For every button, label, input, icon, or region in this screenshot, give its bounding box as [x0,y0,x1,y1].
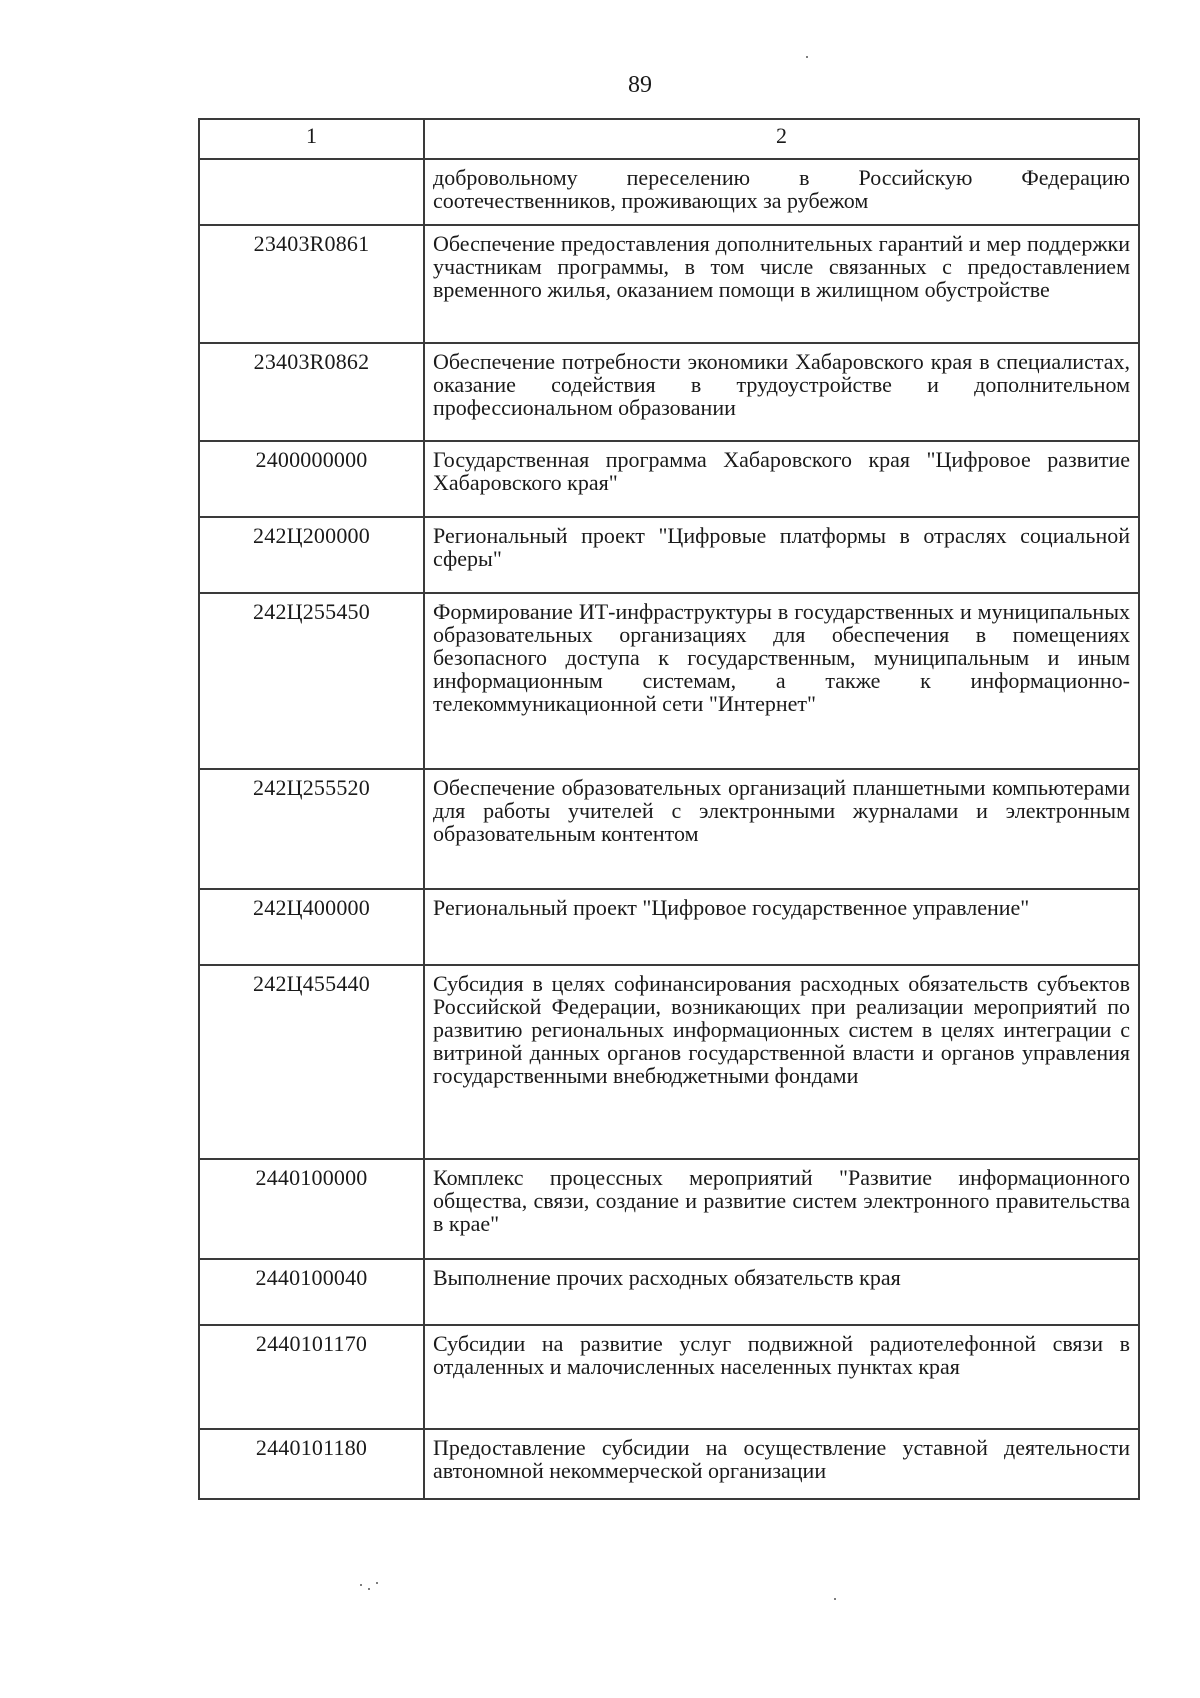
budget-classification-table [198,118,1140,1500]
row-description: Региональный проект "Цифровое государственное управление" [424,889,1139,965]
table-row [199,1159,1139,1259]
row-code: 2440100040 [199,1259,424,1325]
row-description: Обеспечение потребности экономики Хабаровского края в специалистах, оказание содействия в трудоустройстве и дополнительном профессиональном образовании [424,343,1139,441]
row-description: Региональный проект "Цифровые платформы в отраслях социальной сферы" [424,517,1139,593]
scan-speck [834,1598,836,1600]
table-row [199,593,1139,769]
row-code [199,159,424,225]
column-header-description: 2 [424,119,1139,159]
row-code: 2440100000 [199,1159,424,1259]
table-row [199,965,1139,1159]
table-row [199,1325,1139,1429]
table-row [199,225,1139,343]
column-header-code: 1 [199,119,424,159]
row-description: Субсидия в целях софинансирования расходных обязательств субъектов Российской Федерации, возникающих при реализации мероприятий по развитию региональных информационных систем в целях интеграции с витриной данных органов государственной власти и органов управления государственными внебюджетными фондами [424,965,1139,1159]
table-row [199,889,1139,965]
table-row [199,1259,1139,1325]
scan-speck [376,1582,378,1584]
table-row [199,441,1139,517]
row-code: 2440101180 [199,1429,424,1499]
row-description: Выполнение прочих расходных обязательств края [424,1259,1139,1325]
row-description: Предоставление субсидии на осуществление уставной деятельности автономной некоммерческой организации [424,1429,1139,1499]
scan-speck [360,1584,362,1586]
row-code: 242Ц255450 [199,593,424,769]
scan-speck [368,1588,370,1590]
row-code: 242Ц255520 [199,769,424,889]
row-code: 242Ц400000 [199,889,424,965]
table-row [199,769,1139,889]
row-code: 2440101170 [199,1325,424,1429]
row-code: 23403R0861 [199,225,424,343]
row-description: Формирование ИТ-инфраструктуры в государственных и муниципальных образовательных организациях для обеспечения в помещениях безопасного доступа к государственным, муниципальным и иным информационным системам, а также к информационно-телекоммуникационной сети "Интернет" [424,593,1139,769]
table-row [199,343,1139,441]
row-code: 242Ц455440 [199,965,424,1159]
row-description: Комплекс процессных мероприятий "Развитие информационного общества, связи, создание и развитие систем электронного правительства в крае" [424,1159,1139,1259]
page-number: 89 [628,72,652,98]
header-row [199,119,1139,159]
row-description: Обеспечение образовательных организаций планшетными компьютерами для работы учителей с электронными журналами и электронным образовательным контентом [424,769,1139,889]
table-row [199,1429,1139,1499]
row-description: Обеспечение предоставления дополнительных гарантий и мер поддержки участникам программы, в том числе связанных с предоставлением временного жилья, оказанием помощи в жилищном обустройстве [424,225,1139,343]
table-row [199,517,1139,593]
row-code: 242Ц200000 [199,517,424,593]
row-description: Субсидии на развитие услуг подвижной радиотелефонной связи в отдаленных и малочисленных населенных пунктах края [424,1325,1139,1429]
row-description: Государственная программа Хабаровского края "Цифровое развитие Хабаровского края" [424,441,1139,517]
row-description: добровольному переселению в Российскую Федерацию соотечественников, проживающих за рубежом [424,159,1139,225]
row-code: 23403R0862 [199,343,424,441]
table-row [199,159,1139,225]
row-code: 2400000000 [199,441,424,517]
scan-speck [806,56,808,58]
